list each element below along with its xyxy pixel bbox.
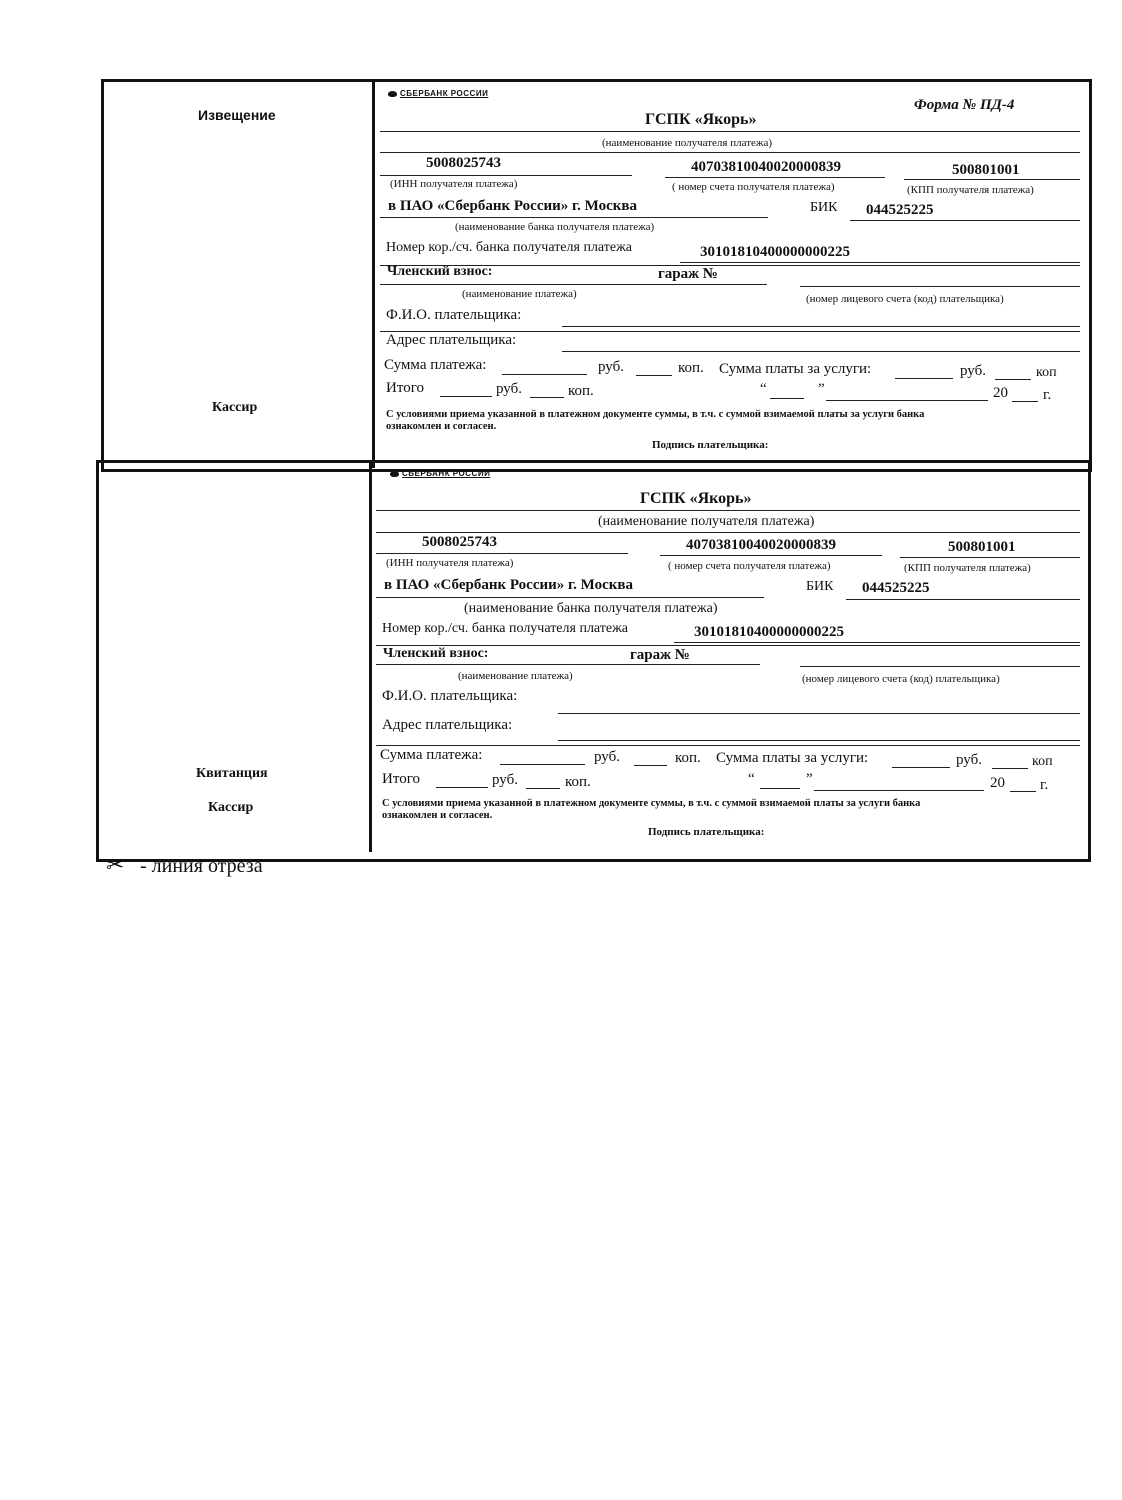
corr-value-receipt: 30101810400000000225 [694, 624, 844, 640]
sum-label-receipt: Сумма платежа: [380, 747, 483, 763]
recipient-caption-receipt: (наименование получателя платежа) [598, 514, 815, 529]
notice-title: Извещение [198, 107, 276, 123]
sberbank-logo-receipt: СБЕРБАНК РОССИИ [390, 469, 490, 478]
bik-label-receipt: БИК [806, 579, 834, 594]
kpp-value: 500801001 [952, 162, 1020, 178]
bik-label: БИК [810, 200, 838, 215]
sum-label: Сумма платежа: [384, 357, 487, 373]
bank-caption-receipt: (наименование банка получателя платежа) [464, 601, 718, 616]
fee-label-receipt: Сумма платы за услуги: [716, 750, 869, 766]
payer-account-caption-receipt: (номер лицевого счета (код) плательщика) [802, 673, 1000, 685]
notice-divider [372, 80, 375, 468]
fee-kop: коп [1036, 365, 1057, 380]
bik-value: 044525225 [866, 202, 934, 218]
terms-line-2: ознакомлен и согласен. [386, 421, 497, 432]
total-kop-receipt: коп. [565, 774, 591, 790]
total-label-receipt: Итого [382, 771, 420, 787]
year-suffix: г. [1043, 387, 1052, 403]
terms-line-1: С условиями приема указанной в платежном документе суммы, в т.ч. с суммой взимаемой платы за услуги банка [386, 409, 925, 420]
payment-caption-receipt: (наименование платежа) [458, 670, 573, 682]
payment-name: Членский взнос: [387, 264, 493, 279]
recipient-name-receipt: ГСПК «Якорь» [640, 490, 752, 507]
date-quote-close-receipt: ” [806, 771, 813, 787]
payer-address-label: Адрес плательщика: [386, 332, 517, 348]
payer-signature: Подпись плательщика: [652, 439, 769, 451]
fee-rub-receipt: руб. [956, 752, 982, 768]
date-quote-open: “ [760, 381, 767, 397]
fee-label: Сумма платы за услуги: [719, 361, 872, 377]
bank-name: в ПАО «Сбербанк России» г. Москва [388, 198, 637, 214]
terms-line-2-receipt: ознакомлен и согласен. [382, 810, 493, 821]
inn-value: 5008025743 [426, 155, 501, 171]
cut-line-label: - линия отреза [140, 855, 263, 877]
payer-name-label: Ф.И.О. плательщика: [386, 307, 522, 323]
payer-signature-receipt: Подпись плательщика: [648, 826, 765, 838]
fee-kop-receipt: коп [1032, 754, 1053, 769]
sum-kop-receipt: коп. [675, 750, 701, 766]
garage-label-receipt: гараж № [630, 647, 690, 663]
payer-account-caption: (номер лицевого счета (код) плательщика) [806, 293, 1004, 305]
inn-caption: (ИНН получателя платежа) [390, 178, 518, 190]
date-quote-open-receipt: “ [748, 771, 755, 787]
corr-label: Номер кор./сч. банка получателя платежа [386, 240, 632, 255]
corr-value: 30101810400000000225 [700, 244, 850, 260]
receipt-divider [369, 460, 372, 852]
kpp-caption-receipt: (КПП получателя платежа) [904, 562, 1031, 574]
sum-rub: руб. [598, 359, 624, 375]
bik-value-receipt: 044525225 [862, 580, 930, 596]
total-rub-receipt: руб. [492, 772, 518, 788]
receipt-title: Квитанция [196, 766, 268, 781]
notice-cashier: Кассир [212, 400, 258, 415]
bank-name-receipt: в ПАО «Сбербанк России» г. Москва [384, 577, 633, 593]
account-caption-receipt: ( номер счета получателя платежа) [668, 560, 831, 572]
form-number: Форма № ПД-4 [914, 97, 1015, 113]
year-prefix-receipt: 20 [990, 775, 1005, 791]
year-prefix: 20 [993, 385, 1008, 401]
recipient-name: ГСПК «Якорь» [645, 111, 757, 128]
sberbank-logo-icon [390, 471, 399, 477]
payment-caption: (наименование платежа) [462, 288, 577, 300]
payment-name-receipt: Членский взнос: [383, 646, 489, 661]
kpp-caption: (КПП получателя платежа) [907, 184, 1034, 196]
inn-value-receipt: 5008025743 [422, 534, 497, 550]
sum-kop: коп. [678, 360, 704, 376]
payer-name-label-receipt: Ф.И.О. плательщика: [382, 688, 518, 704]
fee-rub: руб. [960, 363, 986, 379]
sum-rub-receipt: руб. [594, 749, 620, 765]
account-caption: ( номер счета получателя платежа) [672, 181, 835, 193]
account-value-receipt: 40703810040020000839 [686, 537, 836, 553]
sberbank-logo: СБЕРБАНК РОССИИ [388, 89, 488, 98]
bank-caption: (наименование банка получателя платежа) [455, 221, 655, 233]
terms-line-1-receipt: С условиями приема указанной в платежном документе суммы, в т.ч. с суммой взимаемой платы за услуги банка [382, 798, 921, 809]
total-label: Итого [386, 380, 424, 396]
payer-address-label-receipt: Адрес плательщика: [382, 717, 513, 733]
recipient-caption: (наименование получателя платежа) [602, 137, 773, 149]
account-value: 40703810040020000839 [691, 159, 841, 175]
receipt-cashier: Кассир [208, 800, 254, 815]
inn-caption-receipt: (ИНН получателя платежа) [386, 557, 514, 569]
year-suffix-receipt: г. [1040, 777, 1049, 793]
total-kop: коп. [568, 383, 594, 399]
total-rub: руб. [496, 381, 522, 397]
scissors-icon: ✂ [106, 852, 125, 877]
date-quote-close: ” [818, 381, 825, 397]
kpp-value-receipt: 500801001 [948, 539, 1016, 555]
sberbank-logo-icon [388, 91, 397, 97]
garage-label: гараж № [658, 266, 718, 282]
corr-label-receipt: Номер кор./сч. банка получателя платежа [382, 621, 628, 636]
